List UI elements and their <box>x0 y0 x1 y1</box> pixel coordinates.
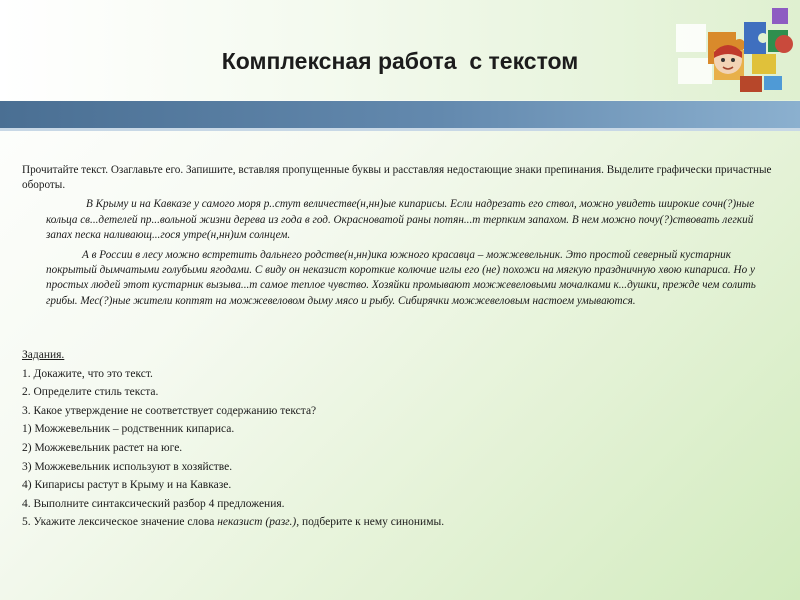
task-item: 1. Докажите, что это текст. <box>22 367 153 380</box>
text-body <box>22 163 782 309</box>
task-item: 3. Какое утверждение не соответствует содержанию текста? <box>22 404 317 417</box>
task-item: 2) Можжевельник растет на юге. <box>22 441 183 454</box>
task-item: 3) Можжевельник используют в хозяйстве. <box>22 460 233 473</box>
task-item: 1) Можжевельник – родственник кипариса. <box>22 423 235 436</box>
task-item-last <box>22 513 782 532</box>
task-item-text-end: подберите к нему синонимы. <box>299 516 445 529</box>
task-item: 2. Определите стиль текста. <box>22 386 159 399</box>
task-item: 4. Выполните синтаксический разбор 4 предложения. <box>22 497 285 510</box>
task-item-italic: неказист (разг.), <box>217 516 300 529</box>
tasks-list <box>22 346 782 532</box>
instruction-text: Прочитайте текст. Озаглавьте его. Запишите, вставляя пропущенные буквы и расставляя недостающие знаки препинания. Выделите графически причастные обороты. <box>22 164 772 192</box>
header-band <box>0 101 800 128</box>
header-band-stripe <box>0 128 800 131</box>
task-item: 4) Кипарисы растут в Крыму и на Кавказе. <box>22 479 232 492</box>
tasks-heading: Задания. <box>22 349 65 361</box>
text-paragraph-1: В Крыму и на Кавказе у самого моря р..стут величестве(н,нн)ые кипарисы. Если надрезать его ствол, можно увидеть широкие сочн(?)ные кольца св...детелей пр...вольной жизни дерева из года в год. Окрасноватой раны потян...т терпким запахом. В нем можно почу(?)ствовать легкий запах песка наливающ...гося утре(н,нн)им солнцем. <box>46 198 755 241</box>
page-title: Комплексная работа с текстом <box>221 48 579 74</box>
text-paragraph-2: А в России в лесу можно встретить дальнего родстве(н,нн)ика южного красавца – можжевельник. Это простой северный кустарник покрытый дымчатыми голубыми ягодами. С виду он неказист короткие колючие иглы его (не) похожи на мягкую праздничную хвою кипариса. Но у простых людей этот кустарник вызыва...т самое теплое чувство. Хозяйки промывают можжевеловыми мочалками к...душки, прежде чем солить грибы. Мес(?)ные жители коптят на можжевеловом дыму мясо и рыбу. Сибирячки можжевеловым настоем умываются. <box>46 249 756 307</box>
task-item-text: 5. Укажите лексическое значение слова <box>22 516 218 529</box>
